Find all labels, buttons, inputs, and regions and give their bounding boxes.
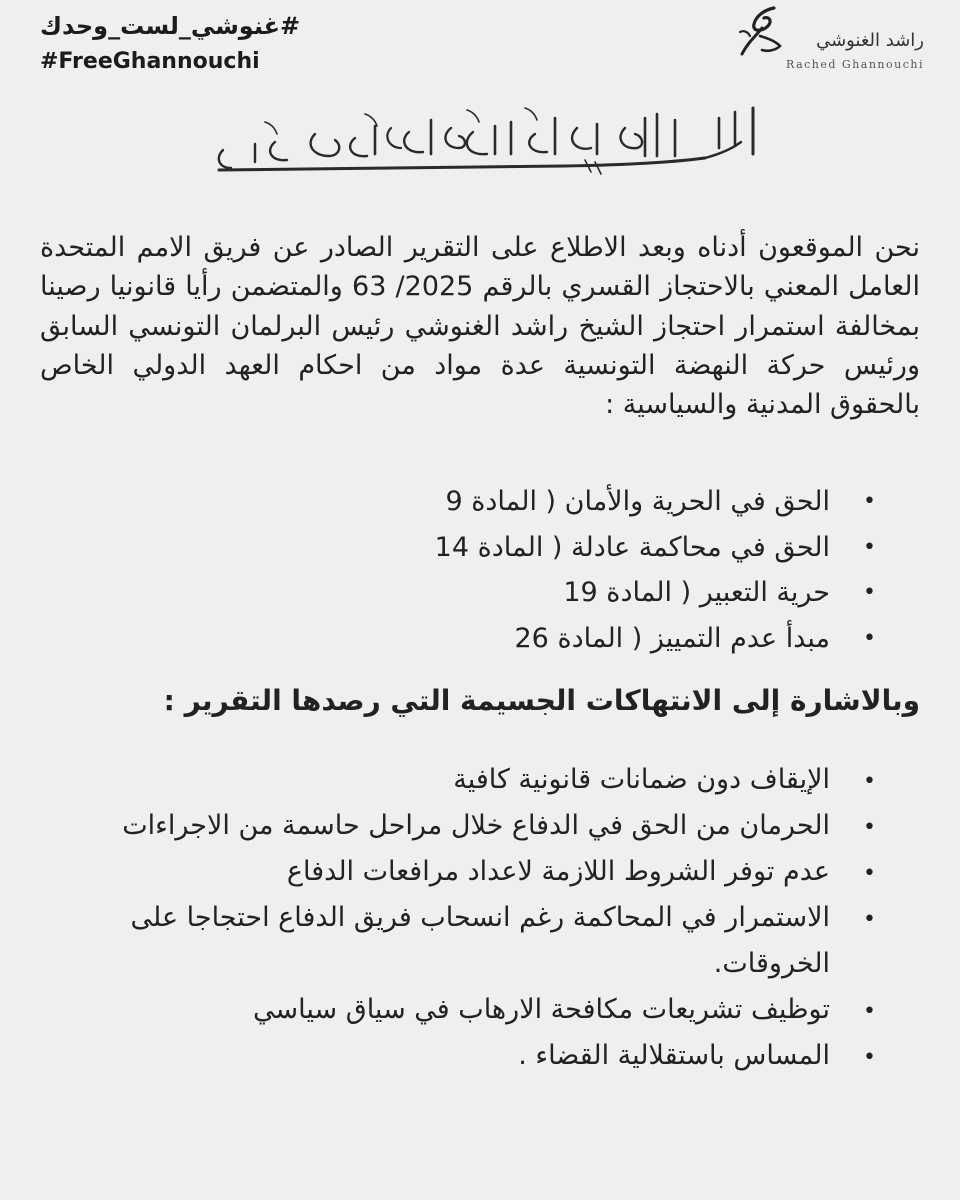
bullet-icon: • [863, 1044, 876, 1070]
list-item [40, 803, 920, 849]
bullet-icon: • [863, 489, 876, 515]
list-item [40, 757, 920, 803]
violation-text: الاستمرار في المحاكمة رغم انسحاب فريق الدفاع احتجاجا على الخروقات. [130, 901, 830, 979]
bullet-icon: • [863, 768, 876, 794]
list-item [40, 573, 920, 613]
list-item [40, 1033, 920, 1079]
intro-paragraph: نحن الموقعون أدناه وبعد الاطلاع على التقرير الصادر عن فريق الامم المتحدة العامل المعني بالاحتجاز القسري بالرقم 2025/ 63 والمتضمن رأيا قانونيا رصينا بمخالفة استمرار احتجاز الشيخ راشد الغنوشي رئيس البرلمان التونسي السابق ورئيس حركة النهضة التونسية عدة مواد من احكام العهد الدولي الخاص بالحقوق المدنية والسياسية : [40, 232, 920, 421]
hashtag-arabic: #غنوشي_لست_وحدك [40, 12, 301, 40]
hashtag-english: #FreeGhannouchi [40, 49, 260, 74]
violations-list [40, 757, 920, 1079]
bullet-icon: • [863, 580, 876, 606]
violation-text: الإيقاف دون ضمانات قانونية كافية [453, 763, 830, 795]
bullet-icon: • [863, 534, 876, 560]
violation-text: الحرمان من الحق في الدفاع خلال مراحل حاسمة من الاجراءات [122, 809, 830, 841]
list-item [40, 895, 920, 987]
brand-logo [734, 2, 924, 74]
brand-name-english: Rached Ghannouchi [786, 58, 924, 71]
list-item [40, 619, 920, 659]
basmala-calligraphy [205, 98, 765, 198]
bullet-icon: • [863, 860, 876, 886]
hashtags [40, 8, 300, 80]
list-item [40, 482, 920, 522]
brand-name-arabic: راشد الغنوشي [816, 30, 924, 51]
violation-text: المساس باستقلالية القضاء . [518, 1039, 830, 1071]
articles-list [40, 482, 920, 659]
violation-text: عدم توفر الشروط اللازمة لاعداد مرافعات الدفاع [286, 855, 830, 887]
statement-body [40, 228, 920, 1079]
list-item [40, 528, 920, 568]
list-item [40, 987, 920, 1033]
bullet-icon: • [863, 625, 876, 651]
article-text: الحق في الحرية والأمان ( المادة 9 [445, 486, 830, 518]
article-text: حرية التعبير ( المادة 19 [563, 577, 830, 609]
article-text: مبدأ عدم التمييز ( المادة 26 [514, 622, 830, 654]
calligraphy-logo-icon [734, 2, 786, 60]
violation-text: توظيف تشريعات مكافحة الارهاب في سياق سياسي [253, 993, 830, 1025]
bullet-icon: • [863, 906, 876, 932]
bullet-icon: • [863, 998, 876, 1024]
bullet-icon: • [863, 814, 876, 840]
article-text: الحق في محاكمة عادلة ( المادة 14 [434, 531, 830, 563]
violations-heading: وبالاشارة إلى الانتهاكات الجسيمة التي رصدها التقرير : [163, 683, 920, 717]
list-item [40, 849, 920, 895]
